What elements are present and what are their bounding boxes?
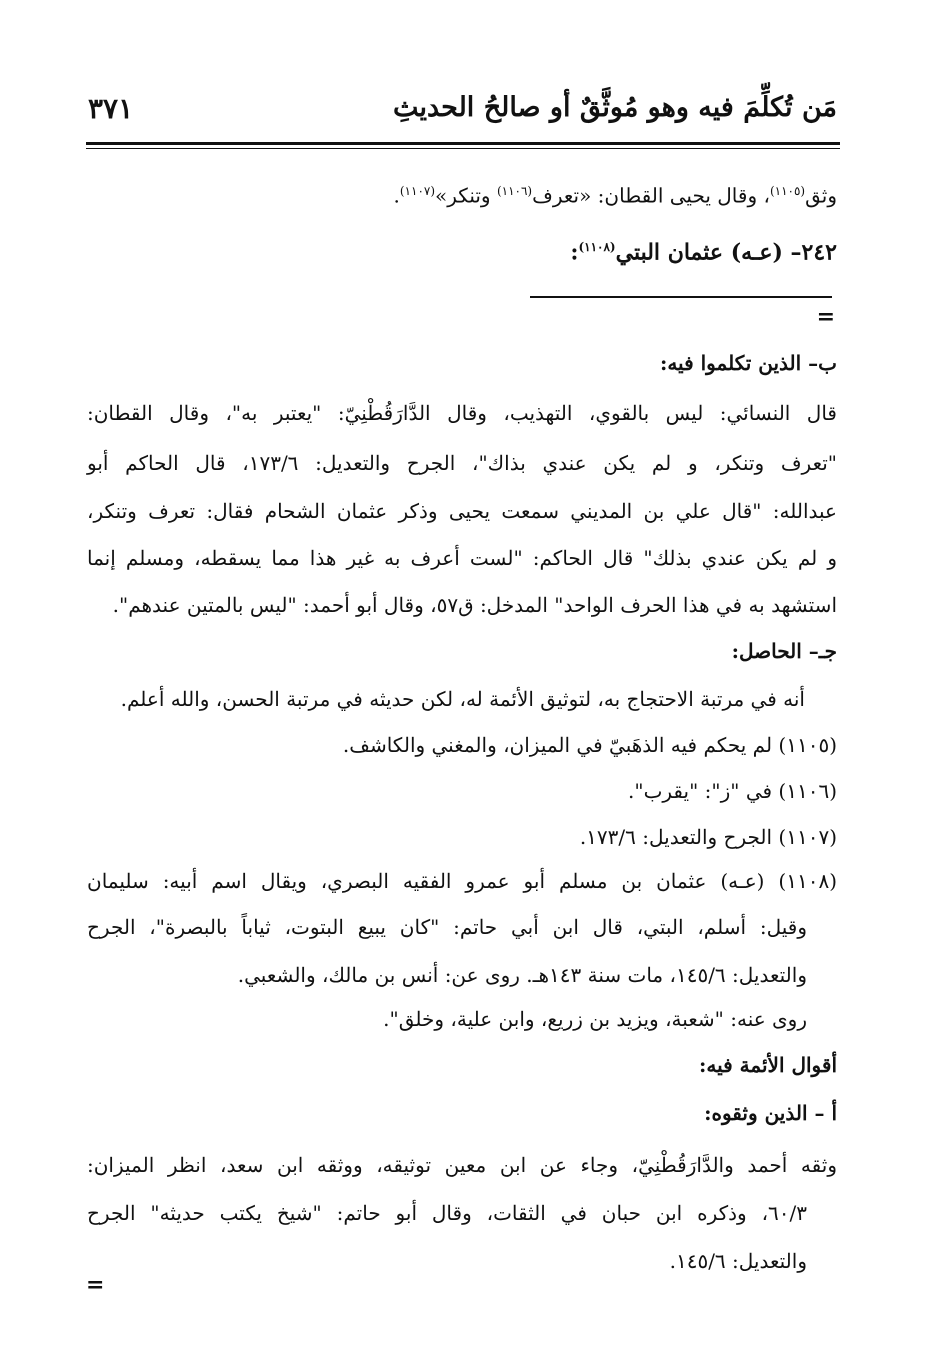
a-line-3: والتعديل: ١٤٥/٦. — [669, 1249, 807, 1273]
a-line-1: وثقه أحمد والدَّارَقُطْنِيّ، وجاء عن ابن معين توثيقه، ووثقه ابن سعد، انظر الميزان: — [87, 1153, 837, 1177]
footnote-1108-line-1: (١١٠٨) (عـه) عثمان بن مسلم أبو عمرو الفقيه البصري، ويقال اسم أبيه: سليمان — [87, 869, 837, 893]
top-text-1: وثق — [805, 183, 837, 208]
top-text-3: وتنكر» — [435, 183, 497, 208]
header-rule-thin — [86, 148, 840, 149]
section-b-line-5: استشهد به في هذا الحرف الواحد" المدخل: ق٥٧، وقال أبو أحمد: "ليس بالمتين عندهم". — [112, 593, 837, 617]
section-b-line-3: عبدالله: "قال علي بن المديني سمعت يحيى وذكر عثمان الشحام فقال: تعرف وتنكر، — [87, 499, 837, 523]
running-header-title: مَن تُكلِّمَ فيه وهو مُوثَّقٌ أو صالحُ الحديثِ — [392, 92, 837, 123]
top-text-2: ، وقال يحيى القطان: «تعرف — [532, 183, 770, 208]
footnote-1107: (١١٠٧) الجرح والتعديل: ١٧٣/٦. — [579, 825, 837, 849]
footnote-1108-line-4: روى عنه: "شعبة، ويزيد بن زريع، وابن علية، وخلق". — [383, 1007, 807, 1031]
footnote-ref-1107: (١١٠٧) — [399, 184, 436, 198]
top-line — [87, 176, 837, 211]
continuation-mark: = — [816, 304, 835, 330]
entry-heading — [87, 232, 837, 267]
footnote-1108-line-3: والتعديل: ١٤٥/٦، مات سنة ١٤٣هـ. روى عن: أنس بن مالك، والشعبي. — [237, 963, 807, 987]
section-b-heading: ب– الذين تكلموا فيه: — [659, 351, 837, 375]
top-text-4: . — [393, 183, 400, 208]
section-b-line-2: "تعرف وتنكر، و لم يكن عندي بذاك"، الجرح والتعديل: ١٧٣/٦، قال الحاكم أبو — [87, 451, 838, 475]
header-rule-thick — [86, 142, 840, 145]
entry-heading-colon: : — [570, 239, 579, 266]
footnote-1108-line-2: وقيل: أسلم، البتي، قال ابن أبي حاتم: "كان يبيع البتوت، ثياباً بالبصرة"، الجرح — [87, 915, 807, 939]
footnote-1106: (١١٠٦) في "ز": "يقرب". — [628, 779, 837, 803]
a-line-2: ٦٠/٣، وذكره ابن حبان في الثقات، وقال أبو حاتم: "شيخ يكتب حديثه" الجرح — [87, 1201, 807, 1225]
aqwal-heading: أقوال الأئمة فيه: — [699, 1053, 837, 1077]
section-j-text: أنه في مرتبة الاحتجاج به، لتوثيق الأئمة له، لكن حديثه في مرتبة الحسن، والله أعلم. — [120, 687, 805, 711]
footnote-ref-1105: (١١٠٥) — [769, 184, 806, 198]
section-divider — [530, 296, 832, 298]
entry-heading-text: ٢٤٢– (عـه) عثمان البتي — [615, 239, 837, 266]
a-heading: أ – الذين وثقوه: — [704, 1101, 837, 1125]
section-j-heading: جـ– الحاصل: — [731, 639, 837, 663]
footnote-ref-1106: (١١٠٦) — [496, 184, 533, 198]
continuation-mark-bottom: = — [86, 1272, 105, 1298]
section-b-line-4: و لم يكن عندي بذلك" قال الحاكم: "لست أعرف به غير هذا مما يسقطه، ومسلم إنما — [87, 546, 837, 570]
page-number: ٣٧١ — [88, 92, 134, 125]
footnote-ref-1108: (١١٠٨) — [578, 240, 616, 254]
section-b-line-1: قال النسائي: ليس بالقوي، التهذيب، وقال الدَّارَقُطْنِيّ: "يعتبر به"، وقال القطان: — [87, 401, 837, 425]
footnote-1105: (١١٠٥) لم يحكم فيه الذهَبيّ في الميزان، والمغني والكاشف. — [342, 733, 837, 757]
